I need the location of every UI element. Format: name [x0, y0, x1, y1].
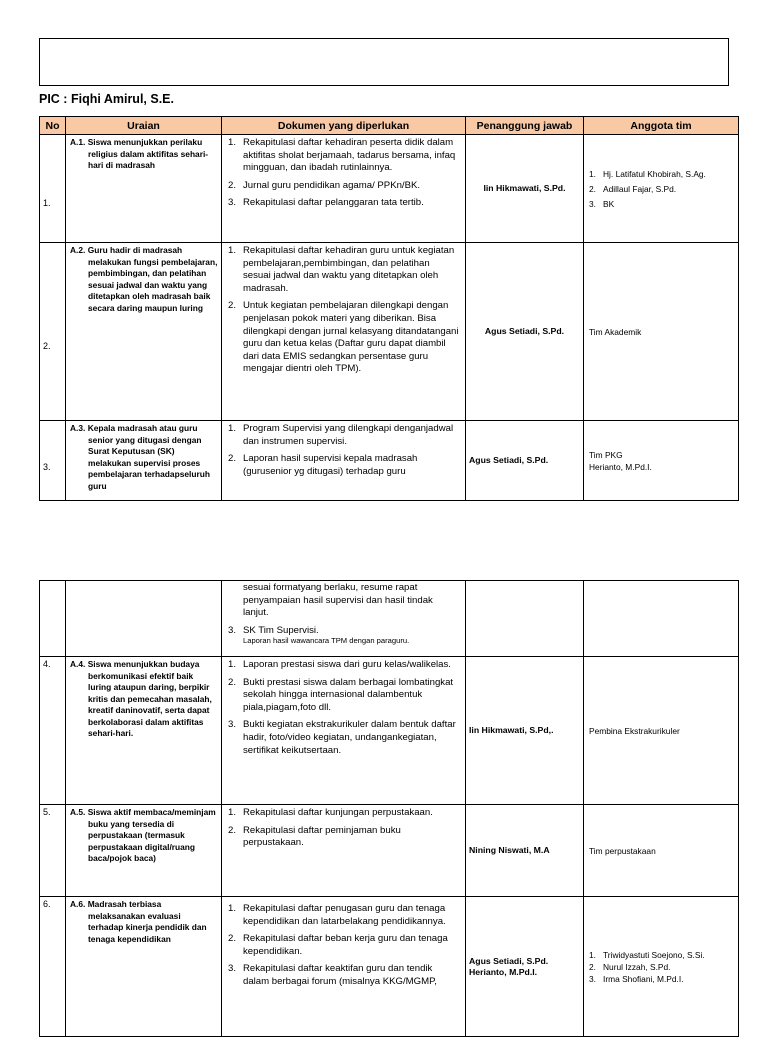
- dokumen-item: 2. Jurnal guru pendidikan agama/ PPKn/BK.: [228, 179, 421, 191]
- row-penanggung-jawab: Agus Setiadi, S.Pd.: [466, 421, 584, 501]
- dokumen-item: 2. Rekapitulasi daftar peminjaman buku perpustakaan.: [228, 824, 401, 849]
- dokumen-item: 1. Rekapitulasi daftar kehadiran guru untuk kegiatan pembelajaran,pembimbingan, dan pelatihan sesuai jadwal dan waktu yang ditetapkan oleh madrasah.: [228, 245, 455, 294]
- dokumen-item: 1. Rekapitulasi daftar kunjungan perpustakaan.: [228, 807, 433, 818]
- dokumen-item: 1. Program Supervisi yang dilengkapi denganjadwal dan instrumen supervisi.: [228, 423, 454, 447]
- row-number: 1.: [40, 135, 66, 243]
- row-uraian-text: Siswa menunjukkan budaya berkomunikasi efektif baik luring ataupun daring, berpikir kritis dan pemecahan masalah, kreatif daninovatif, serta dapat berkolaborasi dalam aktifitas sehari-hari.: [87, 659, 212, 738]
- col-header-penanggung-jawab: Penanggung jawab: [466, 117, 584, 135]
- row-code: A.6.: [70, 899, 86, 909]
- table-row: [40, 805, 739, 897]
- dokumen-item: 2. Untuk kegiatan pembelajaran dilengkapi dengan penjelasan pokok materi yang diberikan. Bisa dilengkapi dengan jurnal kelasyang ditandatangani guru dan ketua kelas (Daftar guru dapat diambil dari data EMIS sedangkan persentase guru mengajar dientri oleh TPM).: [228, 300, 459, 375]
- dokumen-item: 1. Laporan prestasi siswa dari guru kelas/walikelas.: [228, 659, 451, 670]
- row-code: A.4.: [70, 659, 86, 669]
- row-dokumen: [222, 421, 466, 501]
- row-uraian: [66, 897, 222, 1037]
- row-dokumen: [222, 135, 466, 243]
- table-row: [40, 657, 739, 805]
- row-anggota: Tim PKG Herianto, M.Pd.I.: [584, 421, 739, 501]
- pic-line: [39, 92, 174, 106]
- table-row: [40, 135, 739, 243]
- dokumen-note: Laporan hasil wawancara TPM dengan paraguru.: [243, 636, 410, 646]
- row-anggota: Tim perpustakaan: [584, 805, 739, 897]
- pic-label: PIC :: [39, 92, 68, 106]
- row-code: A.2.: [70, 245, 86, 255]
- table-page-2: [39, 580, 739, 1037]
- anggota-item: 3. Irma Shofiani, M.Pd.I.: [589, 973, 684, 984]
- row-penanggung-jawab: Nining Niswati, M.A: [466, 805, 584, 897]
- col-header-anggota-tim: Anggota tim: [584, 117, 739, 135]
- dokumen-item: 3. Rekapitulasi daftar keaktifan guru dan tendik dalam berbagai forum (misalnya KKG/MGMP,: [228, 963, 437, 987]
- row-dokumen: [222, 243, 466, 421]
- row-penanggung-jawab: Iin Hikmawati, S.Pd,.: [466, 657, 584, 805]
- row-number: 3.: [40, 421, 66, 501]
- col-header-uraian: Uraian: [66, 117, 222, 135]
- row-number: 5.: [40, 805, 66, 897]
- row-dokumen: [222, 657, 466, 805]
- row-uraian-text: Kepala madrasah atau guru senior yang ditugasi dengan Surat Keputusan (SK) melakukan supervisi proses pembelajaran terhadapseluruh guru: [87, 423, 210, 491]
- row-dokumen: [222, 897, 466, 1037]
- row-dokumen: [222, 581, 466, 657]
- row-uraian: [66, 421, 222, 501]
- dokumen-item: 2. Bukti prestasi siswa dalam berbagai lombatingkat sekolah hingga internasional dalambentuk piala,piagam,foto dll.: [228, 676, 454, 713]
- dokumen-item: 3. Bukti kegiatan ekstrakurikuler dalam bentuk daftar hadir, foto/video kegiatan, undangankegiatan, sertifikat keikutsertaan.: [228, 719, 456, 756]
- row-penanggung-jawab: Iin Hikmawati, S.Pd.: [466, 135, 584, 243]
- anggota-item: 1. Triwidyastuti Soejono, S.Si.: [589, 949, 705, 960]
- row-uraian-text: Guru hadir di madrasah melakukan fungsi pembelajaran, pembimbingan, dan pelatihan sesuai jadwal dan waktu yang ditetapkan oleh madrasah baik secara daring maupun luring: [87, 245, 218, 313]
- row-number: 2.: [40, 243, 66, 421]
- dokumen-item: 3. SK Tim Supervisi.: [228, 624, 319, 636]
- row-code: A.1.: [70, 137, 86, 147]
- row-uraian: [66, 657, 222, 805]
- row-uraian-text: Madrasah terbiasa melaksanakan evaluasi terhadap kinerja pendidik dan tenaga kependidikan: [87, 899, 207, 944]
- row-uraian: [66, 243, 222, 421]
- anggota-item: 3. BK: [589, 198, 615, 209]
- dokumen-item: 1. Rekapitulasi daftar penugasan guru dan tenaga kependidikan dan latarbelakang pendidikannya.: [228, 903, 446, 927]
- row-number: 4.: [40, 657, 66, 805]
- col-header-no: No: [40, 117, 66, 135]
- row-uraian-text: Siswa menunjukkan perilaku religius dalam aktifitas sehari-hari di madrasah: [87, 137, 209, 170]
- row-anggota: Tim Akademik: [584, 243, 739, 421]
- pic-name: Fiqhi Amirul, S.E.: [70, 92, 174, 106]
- table-header-row: [40, 117, 739, 135]
- row-code: A.5.: [70, 807, 86, 817]
- row-anggota: [584, 897, 739, 1037]
- title-box: [39, 38, 729, 86]
- row-number: 6.: [40, 897, 66, 1037]
- row-penanggung-jawab: Agus Setiadi, S.Pd.: [466, 243, 584, 421]
- dokumen-item: 2. Rekapitulasi daftar beban kerja guru dan tenaga kependidikan.: [228, 933, 448, 957]
- dokumen-continuation: sesuai formatyang berlaku, resume rapat penyampaian hasil supervisi dan hasil tindak lanjut.: [243, 582, 433, 619]
- anggota-item: 1. Hj. Latifatul Khobirah, S.Ag.: [589, 168, 706, 179]
- table-page-1: [39, 116, 739, 501]
- row-uraian-text: Siswa aktif membaca/meminjam buku yang tersedia di perpustakaan (termasuk perpustakaan digital/ruang baca/pojok baca): [87, 807, 216, 863]
- row-anggota: Pembina Ekstrakurikuler: [584, 657, 739, 805]
- row-anggota: [584, 135, 739, 243]
- table-row: [40, 897, 739, 1037]
- row-code: A.3.: [70, 423, 86, 433]
- table-row: [40, 243, 739, 421]
- table-row-continuation: [40, 581, 739, 657]
- dokumen-item: 3. Rekapitulasi daftar pelanggaran tata tertib.: [228, 197, 424, 209]
- col-header-dokumen: Dokumen yang diperlukan: [222, 117, 466, 135]
- row-dokumen: [222, 805, 466, 897]
- dokumen-item: 1. Rekapitulasi daftar kehadiran peserta didik dalam aktifitas sholat berjamaah, tadarus bersama, infaq mingguan, dan ibadah rutinlainnya.: [228, 137, 456, 174]
- anggota-item: 2. Nurul Izzah, S.Pd.: [589, 961, 671, 972]
- row-uraian: [66, 805, 222, 897]
- dokumen-item: 2. Laporan hasil supervisi kepala madrasah (gurusenior yg ditugasi) terhadap guru: [228, 453, 418, 477]
- row-penanggung-jawab: Agus Setiadi, S.Pd. Herianto, M.Pd.I.: [466, 897, 584, 1037]
- table-row: [40, 421, 739, 501]
- anggota-item: 2. Adillaul Fajar, S.Pd.: [589, 183, 677, 194]
- row-uraian: [66, 135, 222, 243]
